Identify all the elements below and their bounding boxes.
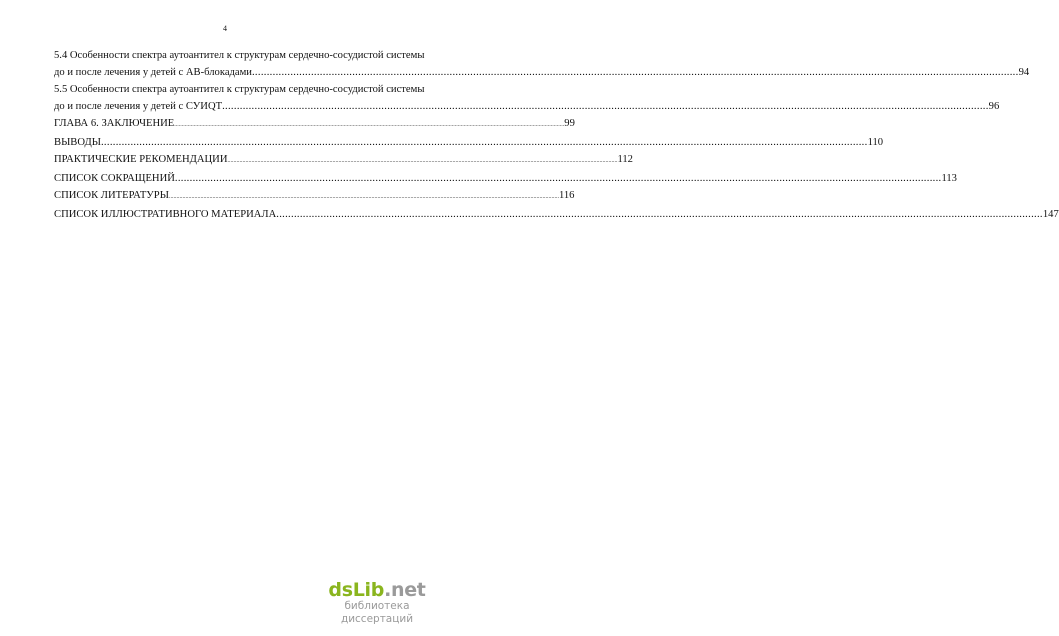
- toc-entry-title: ВЫВОДЫ: [54, 137, 101, 148]
- toc-page-number: 113: [941, 173, 957, 184]
- toc-entry-title: до и после лечения у детей с СУИQT: [54, 101, 223, 112]
- page-number: 4: [223, 24, 227, 33]
- toc-entry: [54, 81, 1000, 115]
- toc-entry: [54, 170, 957, 187]
- toc-entry-final-line: [54, 115, 575, 134]
- toc-entry: [54, 206, 1059, 223]
- toc-entry-title: СПИСОК ИЛЛЮСТРАТИВНОГО МАТЕРИАЛА: [54, 209, 277, 220]
- toc-entry-title: ГЛАВА 6. ЗАКЛЮЧЕНИЕ: [54, 118, 175, 129]
- toc-entry-final-line: [54, 187, 575, 206]
- toc-dot-leader: ....................................................................................................................................................................................................................................................................: [251, 67, 1019, 78]
- toc-dot-leader: ....................................................................................................................................................................................................................................................................: [276, 209, 1043, 220]
- toc-page-number: 99: [564, 118, 575, 129]
- toc-entry-title: ПРАКТИЧЕСКИЕ РЕКОМЕНДАЦИИ: [54, 154, 228, 165]
- toc-entry-final-line: [54, 98, 1000, 115]
- toc-page-number: 116: [558, 190, 575, 201]
- toc-entry-final-line: [54, 170, 957, 187]
- toc-dot-leader: ....................................................................................................................................................................................................................................................................: [227, 158, 618, 164]
- watermark-subtitle: библиотека диссертаций: [340, 600, 414, 625]
- toc-entry-line: 5.5 Особенности спектра аутоантител к структурам сердечно-сосудистой системы: [54, 84, 425, 95]
- toc-page-number: 96: [988, 101, 1000, 112]
- watermark: [318, 580, 436, 626]
- watermark-logo: [318, 580, 436, 600]
- toc-dot-leader: ....................................................................................................................................................................................................................................................................: [168, 194, 559, 200]
- watermark-logo-part1: dsLib: [328, 579, 385, 601]
- toc-entry-title: СПИСОК ЛИТЕРАТУРЫ: [54, 190, 169, 201]
- toc-entry: [54, 134, 884, 151]
- toc-entry: [54, 115, 575, 134]
- toc-page-number: 94: [1018, 67, 1030, 78]
- toc-entry-final-line: [54, 151, 633, 170]
- toc-dot-leader: ....................................................................................................................................................................................................................................................................: [100, 137, 868, 148]
- table-of-contents: [54, 47, 1059, 223]
- toc-entry: [54, 187, 575, 206]
- toc-entry-final-line: [54, 134, 884, 151]
- toc-page-number: 112: [617, 154, 633, 165]
- toc-page-number: 147: [1042, 209, 1059, 220]
- toc-dot-leader: ....................................................................................................................................................................................................................................................................: [174, 122, 565, 128]
- toc-entry-final-line: [54, 206, 1059, 223]
- toc-dot-leader: ....................................................................................................................................................................................................................................................................: [222, 101, 989, 112]
- toc-page-number: 110: [867, 137, 884, 148]
- toc-entry: [54, 47, 1030, 81]
- toc-entry-title: СПИСОК СОКРАЩЕНИЙ: [54, 173, 175, 184]
- toc-entry-line: 5.4 Особенности спектра аутоантител к структурам сердечно-сосудистой системы: [54, 50, 425, 61]
- toc-dot-leader: ....................................................................................................................................................................................................................................................................: [174, 173, 942, 184]
- watermark-logo-part2: .net: [384, 579, 426, 601]
- toc-entry-title: до и после лечения у детей с АВ-блокадами: [54, 67, 252, 78]
- toc-entry-final-line: [54, 64, 1030, 81]
- toc-entry: [54, 151, 633, 170]
